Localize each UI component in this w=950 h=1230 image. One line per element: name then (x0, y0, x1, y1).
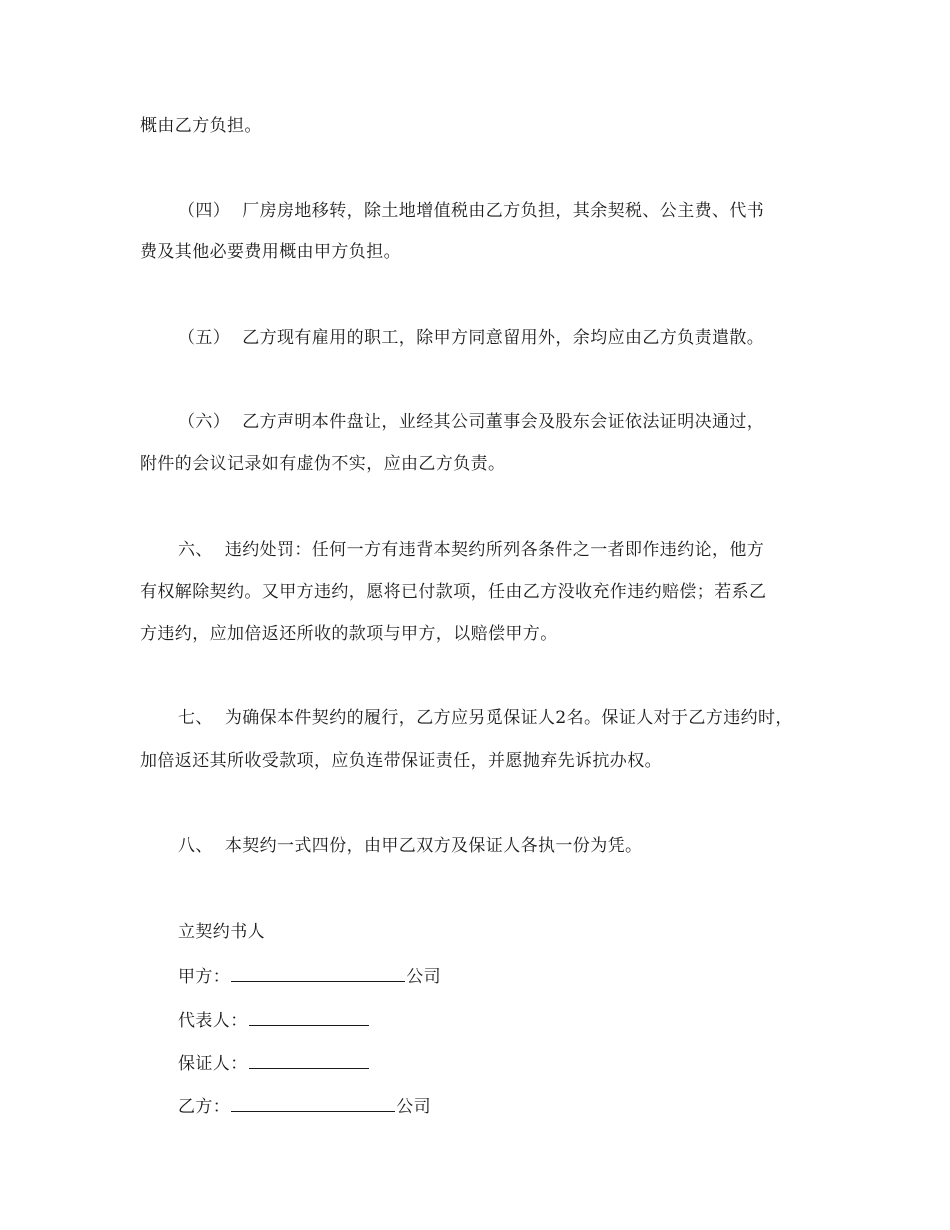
article-7-line-1 (178, 706, 793, 730)
clause-number: （五） (178, 328, 231, 348)
clause-6-line-2 (140, 452, 505, 476)
signature-heading (178, 920, 265, 944)
clause-text: 厂房房地移转，除土地增值税由乙方负担，其余契税、公主费、代书 (242, 201, 765, 221)
party-b-line (178, 1093, 431, 1119)
signature-heading-text: 立契约书人 (178, 922, 265, 942)
guarantor-blank[interactable] (249, 1050, 369, 1069)
clause-text: 费及其他必要费用概由甲方负担。 (140, 242, 401, 262)
article-number: 七、 (178, 708, 213, 728)
party-a-suffix: 公司 (406, 967, 442, 987)
party-b-label: 乙方： (178, 1097, 231, 1117)
clause-4-line-1 (178, 199, 764, 223)
article-6-line-2 (140, 580, 766, 604)
article-6-line-1 (178, 538, 764, 562)
clause-text: 附件的会议记录如有虚伪不实，应由乙方负责。 (140, 454, 506, 474)
clause-number: （四） (178, 201, 231, 221)
article-text: 为确保本件契约的履行，乙方应另觅保证人2名。保证人对于乙方违约时， (224, 708, 793, 728)
article-8-line-1 (178, 834, 642, 858)
article-text: 有权解除契约。又甲方违约，愿将已付款项，任由乙方没收充作违约赔偿；若系乙 (140, 582, 767, 602)
clause-number: （六） (178, 412, 231, 432)
clause-text: 乙方声明本件盘让，业经其公司董事会及股东会证依法证明决通过， (242, 412, 765, 432)
representative-line (178, 1007, 370, 1033)
article-text: 违约处罚：任何一方有违背本契约所列各条件之一者即作违约论，他方 (224, 540, 765, 560)
paragraph-continuation (140, 114, 262, 138)
representative-blank[interactable] (249, 1007, 369, 1026)
article-7-line-2 (140, 749, 662, 773)
party-a-line (178, 963, 441, 989)
party-b-blank[interactable] (231, 1093, 395, 1112)
clause-4-line-2 (140, 240, 401, 264)
party-b-suffix: 公司 (396, 1097, 432, 1117)
guarantor-label: 保证人： (178, 1054, 248, 1074)
article-number: 八、 (178, 836, 213, 856)
paragraph-text: 概由乙方负担。 (140, 116, 262, 136)
clause-text: 乙方现有雇用的职工，除甲方同意留用外，余均应由乙方负责遣散。 (242, 328, 765, 348)
clause-6-line-1 (178, 410, 764, 434)
article-number: 六、 (178, 540, 213, 560)
guarantor-line (178, 1050, 370, 1076)
representative-label: 代表人： (178, 1011, 248, 1031)
article-6-line-3 (140, 622, 558, 646)
article-text: 加倍返还其所收受款项，应负连带保证责任，并愿抛弃先诉抗办权。 (140, 751, 662, 771)
article-text: 本契约一式四份，由甲乙双方及保证人各执一份为凭。 (224, 836, 643, 856)
clause-5-line-1 (178, 326, 764, 350)
article-text: 方违约，应加倍返还所收的款项与甲方，以赔偿甲方。 (140, 624, 558, 644)
party-a-label: 甲方： (178, 967, 231, 987)
party-a-blank[interactable] (231, 963, 405, 982)
